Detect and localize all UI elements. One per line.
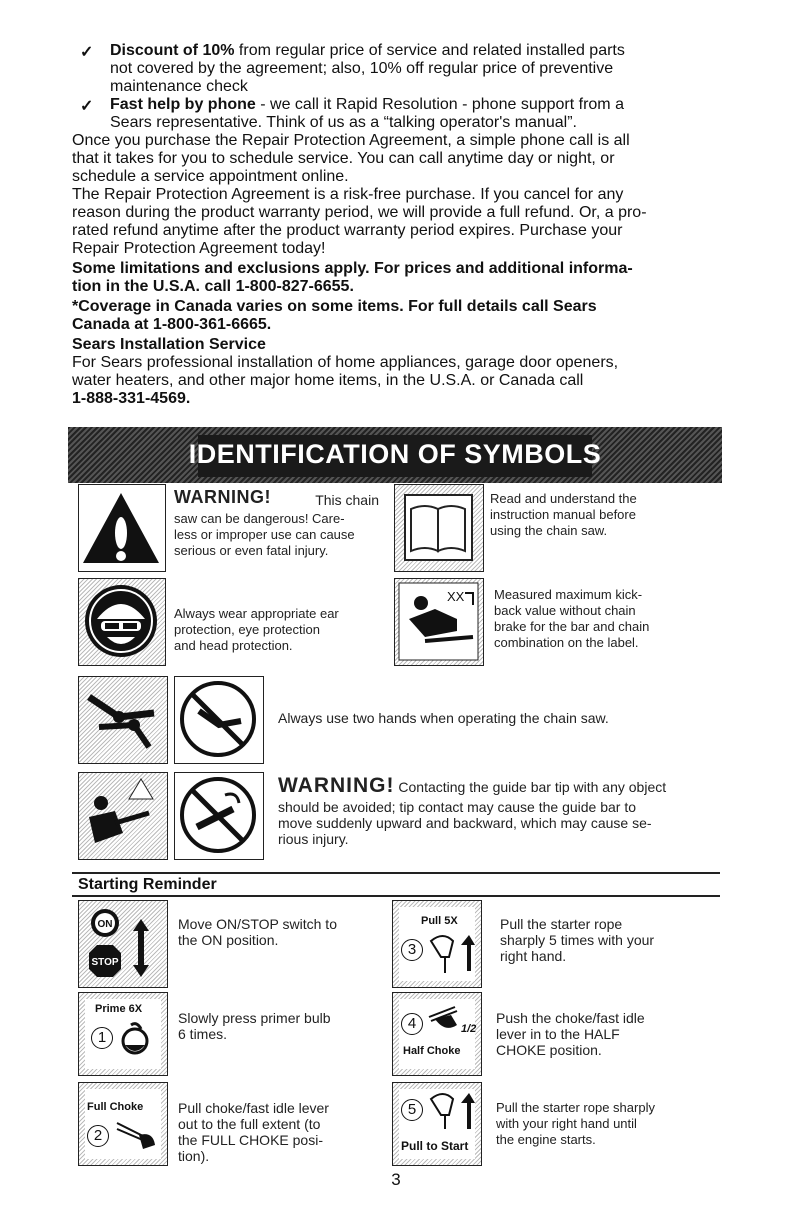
on-label: ON (97, 919, 113, 930)
kickback-symbol-box (394, 578, 484, 666)
step-on-stop-box (78, 900, 168, 988)
step-line: the ON position. (178, 932, 279, 948)
pull-rope-icon (427, 1089, 477, 1133)
step-line: the engine starts. (496, 1132, 596, 1147)
tip-contact-prohibited-box (174, 772, 264, 860)
step-line: Pull the starter rope sharply (496, 1100, 655, 1115)
on-stop-switch-icon (79, 901, 166, 986)
ppe-symbol-box (78, 578, 166, 666)
starting-reminder-title: Starting Reminder (78, 876, 217, 893)
step-line: Push the choke/fast idle (496, 1010, 645, 1026)
prohibited-one-hand-icon (175, 677, 262, 762)
ppe-line: and head protection. (174, 638, 293, 653)
half-fraction: 1/2 (461, 1023, 477, 1035)
kickback-icon-label: XX (447, 589, 465, 604)
para-line: The Repair Protection Agreement is a risk-free purchase. If you cancel for any (72, 186, 624, 203)
book-icon (395, 485, 482, 570)
para-line: reason during the product warranty period, we will provide a full refund. Or, a pro- (72, 204, 647, 221)
kickback-chainsaw-icon (395, 579, 482, 664)
manual-line: instruction manual before (490, 507, 636, 522)
symbols-banner (68, 427, 722, 483)
step-line: Move ON/STOP switch to (178, 916, 337, 932)
pull-to-start-label: Pull to Start (401, 1139, 469, 1153)
ppe-line: Always wear appropriate ear (174, 606, 339, 621)
install-line: For Sears professional installation of home appliances, garage door openers, (72, 354, 619, 371)
bullet-discount-title: Discount of 10% (110, 42, 235, 59)
prohibited-tip-contact-icon (175, 773, 262, 858)
canada-line: *Coverage in Canada varies on some items. For full details call Sears (72, 298, 597, 315)
kickback-line: Measured maximum kick- (494, 587, 643, 602)
canada-line: Canada at 1-800-361-6665. (72, 316, 272, 333)
warning2-word: WARNING! (278, 774, 395, 797)
prime-label: Prime 6X (95, 1003, 143, 1015)
step-line: sharply 5 times with your (500, 932, 655, 948)
one-hand-prohibited-box (174, 676, 264, 764)
step-number-1: 1 (91, 1027, 113, 1049)
warning2-line: Contacting the guide bar tip with any object (398, 779, 667, 795)
step-line: lever in to the HALF (496, 1026, 620, 1042)
half-choke-lever-icon (425, 1003, 465, 1037)
step-prime-box (78, 992, 168, 1076)
step-number-2: 2 (87, 1125, 109, 1147)
step-line: Pull the starter rope (500, 916, 623, 932)
limitations-line: tion in the U.S.A. call 1-800-827-6655. (72, 278, 354, 295)
two-hands-chainsaw-icon (79, 677, 166, 762)
section-divider (72, 872, 720, 874)
two-hands-text: Always use two hands when operating the chain saw. (278, 710, 609, 726)
install-heading: Sears Installation Service (72, 336, 266, 353)
ppe-line: protection, eye protection (174, 622, 320, 637)
warning-word: WARNING! (174, 487, 271, 507)
choke-lever-icon (113, 1117, 161, 1153)
step-number-4: 4 (401, 1013, 423, 1035)
step-line: 6 times. (178, 1026, 228, 1042)
step-line: Pull choke/fast idle lever (178, 1100, 329, 1116)
bullet-phone-text: - we call it Rapid Resolution - phone support from a (255, 96, 624, 113)
step-line: CHOKE position. (496, 1042, 602, 1058)
step-line: with your right hand until (496, 1116, 637, 1131)
warning-line: serious or even fatal injury. (174, 543, 329, 558)
para-line: Repair Protection Agreement today! (72, 240, 326, 257)
install-phone: 1-888-331-4569. (72, 390, 191, 407)
primer-bulb-icon (119, 1021, 159, 1061)
full-choke-label: Full Choke (87, 1101, 144, 1113)
warning-line: This chain (315, 492, 379, 508)
step-line: right hand. (500, 948, 567, 964)
warning-line: saw can be dangerous! Care- (174, 511, 345, 526)
kickback-line: back value without chain (494, 603, 636, 618)
step-pull-5x-box (392, 900, 482, 988)
tip-warning-text (278, 774, 667, 797)
manual-line: using the chain saw. (490, 523, 608, 538)
section-divider (72, 895, 720, 897)
warning-triangle-icon (79, 485, 164, 570)
limitations-line: Some limitations and exclusions apply. For prices and additional informa- (72, 260, 633, 277)
tip-warning-symbol-box (78, 772, 168, 860)
warning-text (174, 487, 379, 508)
pull-rope-icon (427, 931, 477, 977)
para-line: rated refund anytime after the product warranty period expires. Purchase your (72, 222, 623, 239)
kickback-line: combination on the label. (494, 635, 639, 650)
checkmark-icon: ✓ (80, 44, 94, 61)
bullet-phone-line2: Sears representative. Think of us as a “talking operator's manual”. (110, 114, 577, 131)
step-pull-to-start-box (392, 1082, 482, 1166)
warning-symbol-box (78, 484, 166, 572)
step-line: Slowly press primer bulb (178, 1010, 331, 1026)
step-number-5: 5 (401, 1099, 423, 1121)
two-hands-symbol-box (78, 676, 168, 764)
step-full-choke-box (78, 1082, 168, 1166)
warning-line: less or improper use can cause (174, 527, 355, 542)
step-number-3: 3 (401, 939, 423, 961)
bullet-discount-line1 (110, 42, 625, 60)
banner-title: IDENTIFICATION OF SYMBOLS (188, 439, 602, 469)
bullet-phone-line1 (110, 96, 624, 114)
step-line: out to the full extent (to (178, 1116, 321, 1132)
para-line: Once you purchase the Repair Protection Agreement, a simple phone call is all (72, 132, 630, 149)
bullet-discount-line2: not covered by the agreement; also, 10% off regular price of preventive (110, 60, 614, 77)
warning2-line: move suddenly upward and backward, which may cause se- (278, 815, 652, 831)
warning2-line: should be avoided; tip contact may cause the guide bar to (278, 799, 637, 815)
install-line: water heaters, and other major home items, in the U.S.A. or Canada call (72, 372, 584, 389)
step-line: the FULL CHOKE posi- (178, 1132, 323, 1148)
page-number: 3 (391, 1170, 401, 1189)
bullet-phone-title: Fast help by phone (110, 96, 256, 113)
step-half-choke-box (392, 992, 482, 1076)
warning2-line: rious injury. (278, 831, 349, 847)
para-line: that it takes for you to schedule service. You can call anytime day or night, or (72, 150, 615, 167)
step-line: tion). (178, 1148, 210, 1164)
manual-line: Read and understand the (490, 491, 637, 506)
protective-gear-icon (79, 579, 164, 664)
half-choke-label: Half Choke (403, 1045, 461, 1057)
para-line: schedule a service appointment online. (72, 168, 349, 185)
manual-symbol-box (394, 484, 484, 572)
stop-label: STOP (91, 957, 119, 968)
kickback-line: brake for the bar and chain (494, 619, 650, 634)
bullet-discount-text: from regular price of service and related installed parts (234, 42, 625, 59)
checkmark-icon: ✓ (80, 98, 94, 115)
bullet-discount-line3: maintenance check (110, 78, 248, 95)
pull-5x-label: Pull 5X (421, 915, 458, 927)
kickback-warning-icon (79, 773, 166, 858)
